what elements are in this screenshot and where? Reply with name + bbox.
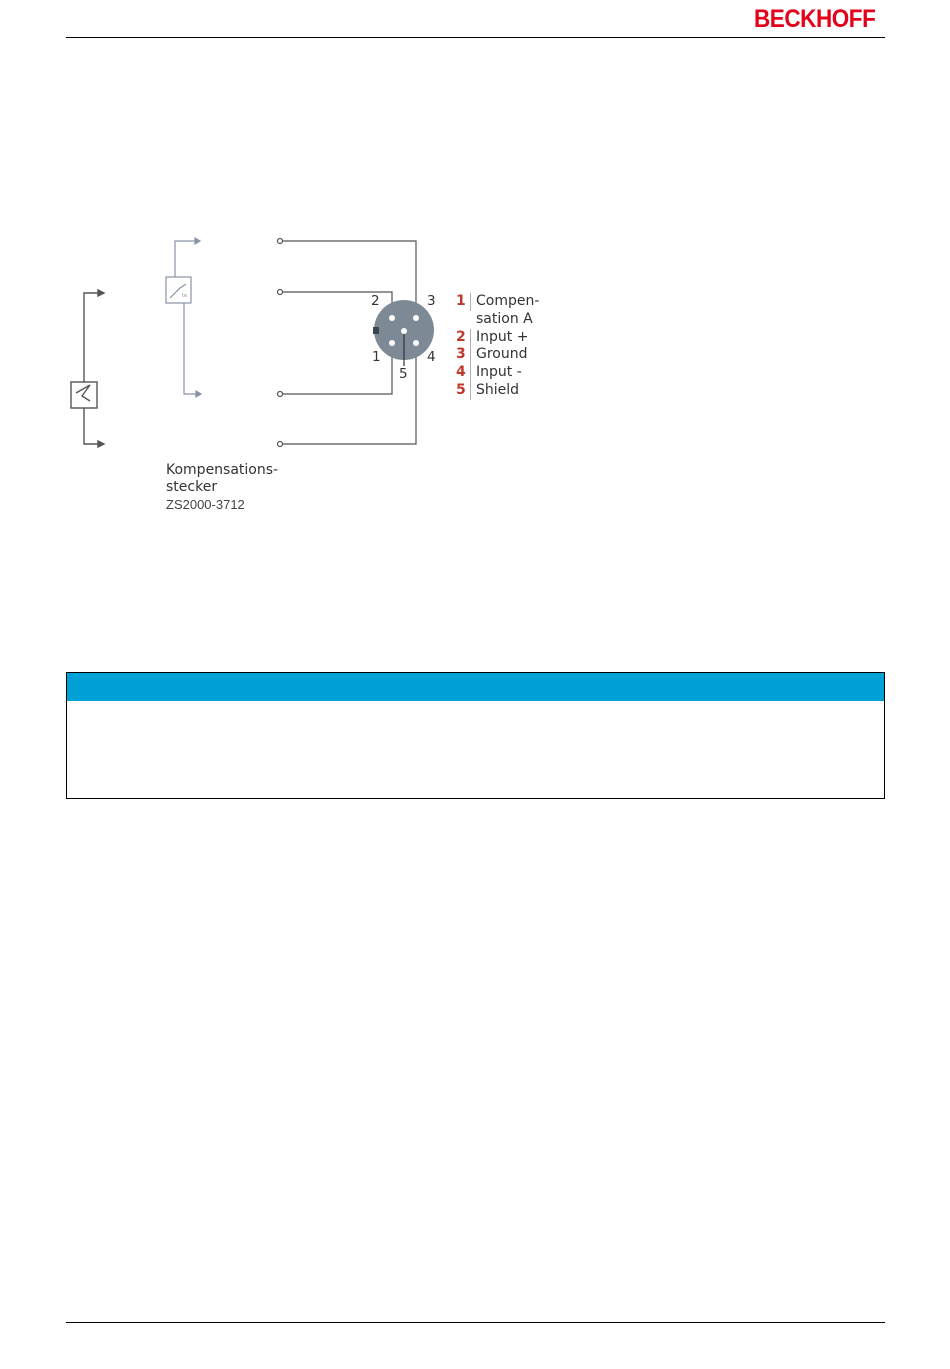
pin-legend-item	[456, 346, 539, 364]
pin-label: sation A	[476, 310, 533, 327]
pin-separator	[470, 382, 471, 400]
compensation-part-number: ZS2000-3712	[166, 497, 245, 512]
connector-pin-2: 2	[371, 293, 380, 309]
pin-label: Input -	[476, 364, 522, 381]
header-rule	[66, 37, 885, 38]
note-box	[66, 672, 885, 799]
pin-separator	[470, 311, 471, 329]
pin-legend	[456, 293, 539, 400]
pin-separator	[470, 364, 471, 382]
connector-pin-4: 4	[427, 349, 436, 365]
pin-legend-item	[456, 382, 539, 400]
footer-rule	[66, 1322, 885, 1323]
pin-legend-item	[456, 329, 539, 347]
compensation-element-icon	[166, 238, 201, 397]
svg-text:te: te	[182, 293, 188, 299]
pin-number	[456, 311, 470, 329]
pin-number: 4	[456, 364, 466, 381]
pin-number: 3	[456, 346, 466, 363]
pin-legend-item	[456, 311, 539, 329]
pin-number: 5	[456, 381, 466, 398]
pin-legend-item	[456, 364, 539, 382]
pin-separator	[470, 329, 471, 347]
compensation-plug-caption	[166, 462, 278, 496]
connector-pin-1: 1	[372, 349, 381, 365]
connector-pin-3: 3	[427, 293, 436, 309]
pin-label: Shield	[476, 381, 520, 398]
m12-connector-icon	[373, 300, 434, 366]
note-header-bar	[67, 673, 884, 701]
pin-label: Ground	[476, 346, 528, 363]
pin-label: Compen-	[476, 293, 540, 309]
pin-label: Input +	[476, 328, 529, 345]
pin-number: 2	[456, 328, 466, 345]
compensation-caption-line2: stecker	[166, 479, 218, 495]
thermocouple-icon	[71, 290, 104, 447]
compensation-caption-line1: Kompensations-	[166, 462, 279, 478]
pin-legend-item	[456, 293, 539, 311]
connector-pin-5: 5	[399, 366, 408, 382]
pin-separator	[470, 346, 471, 364]
pin-number: 1	[456, 293, 466, 309]
pin-separator	[470, 293, 471, 311]
brand-logo: BECKHOFF	[754, 5, 876, 33]
